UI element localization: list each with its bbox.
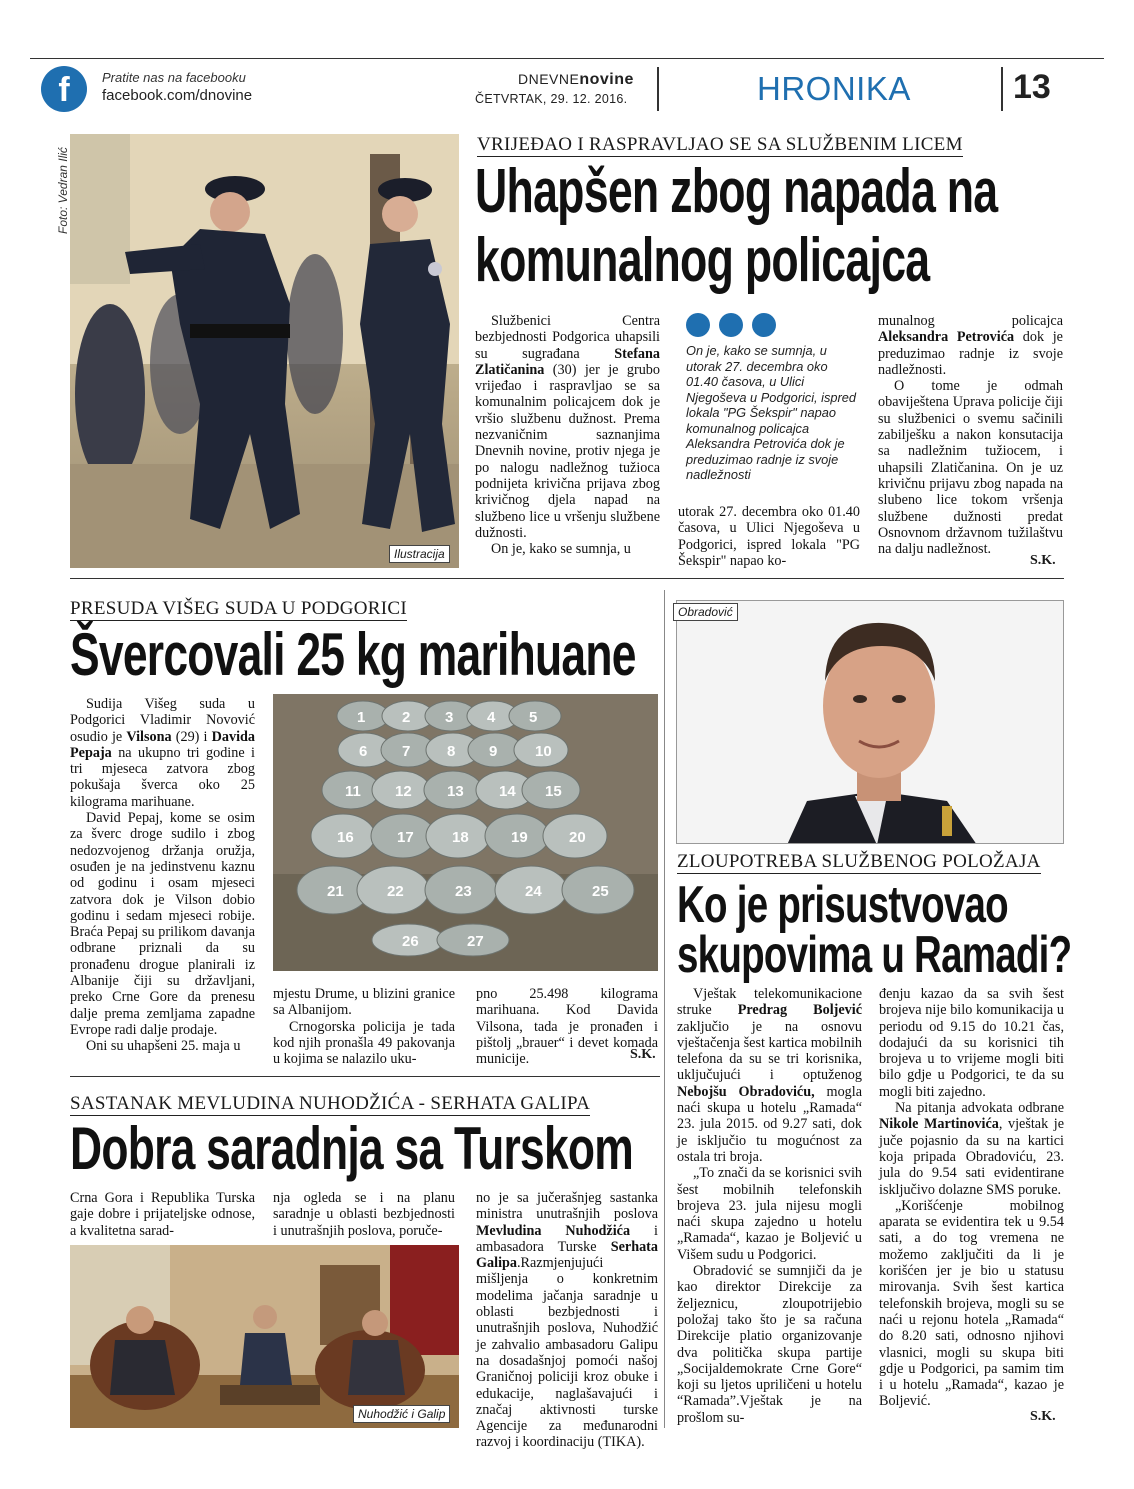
package-number: 1 — [357, 709, 366, 726]
package-number: 10 — [535, 743, 552, 760]
photo-credit: Foto: Vedran Ilić — [56, 147, 70, 234]
package-number: 13 — [447, 783, 464, 800]
package-number: 14 — [499, 783, 516, 800]
section-title: HRONIKA — [757, 70, 911, 107]
article1-col2: utorak 27. decembra oko 01.40 časova, u Ulici Njegoševa u Podgorici, ispred lokala "PG Šekspir" napao ko- — [678, 504, 860, 569]
package-number: 15 — [545, 783, 562, 800]
package-number: 16 — [337, 829, 354, 846]
article1-col3: munalnog policajca Aleksandra Petrovića dok je preduzimao radnje iz svoje nadležnosti. O tome je odmah obaviještena Uprava policije čiji su službenici o svemu sačinili zabilješku a nakon konsutacija sa nadležnim tužiocem, i uhapsili Zlatičanina. On je uz krivičnu prijavu zbog napada na slubeno lice tokom vršenja službene dužnosti predat Osnovnom državnom tužilaštvu na dalju nadležnost. — [878, 313, 1063, 558]
package-number: 4 — [487, 709, 496, 726]
separator — [70, 1076, 660, 1077]
photo-caption: Ilustracija — [389, 545, 450, 563]
packages-illustration — [273, 694, 658, 971]
article1-col1: Službenici Centra bezbjednosti Podgorica uhapsili su sugrađana Stefana Zlatičanina (30) jer je grubo vrijeđao i raspravljao se sa komunalnim policajcem dok je vršio službenu dužnost. Prema nezvaničnim saznanjima Dnevnih novine, protiv njega je po nalogu nadležnog tužioca podnijeta krivična prijava zbog krivičnog djela napad na službeno lice u vršenju službene dužnosti. On je, kako se sumnja, u — [475, 313, 660, 558]
article1-headline-line1: Uhapšen zbog napada na — [475, 157, 998, 226]
article1-pullquote: On je, kako se sumnja, u utorak 27. decembra oko 01.40 časova, u Ulici Njegoševa u Podgorici, ispred lokala "PG Šekspir" napao komunalnog policajca Aleksandra Petrovića dok je preduzimao radnje iz svoje nadležnosti — [686, 343, 857, 482]
package-number: 3 — [445, 709, 454, 726]
pullquote-dots — [686, 313, 776, 339]
package-number: 23 — [455, 883, 472, 900]
package-number: 22 — [387, 883, 404, 900]
article2-signature: S.K. — [630, 1047, 656, 1062]
package-number: 18 — [452, 829, 469, 846]
meeting-photo — [70, 1245, 459, 1428]
police-illustration — [70, 134, 459, 568]
article4-signature: S.K. — [1030, 1409, 1056, 1424]
article2-col3: pno 25.498 kilograma marihuana. Kod Davida Vilsona, tada je pronađen i pištolj „brauer“ i devet komada municije. — [476, 986, 658, 1068]
header-divider-2 — [1001, 67, 1003, 111]
article1-headline-line2: komunalnog policajca — [475, 226, 930, 295]
article2-col2: mjestu Drume, u blizini granice sa Albanijom. Crnogorska policija je tada kod njih pronašla 49 pakovanja u kojima se nalazilo uku- — [273, 986, 455, 1068]
package-number: 5 — [529, 709, 538, 726]
package-number: 26 — [402, 933, 419, 950]
facebook-invite: Pratite nas na facebooku — [102, 70, 246, 85]
package-number: 8 — [447, 743, 456, 760]
package-number: 24 — [525, 883, 542, 900]
article3-col3: no je sa jučerašnjeg sastanka ministra unutrašnjih poslova Mevludina Nuhodžića i ambasadora Turske Serhata Galipa.Razmjenjujući mišljenja o konkretnim modelima jačanja saradnje u oblasti bezbjednosti i unutrašnjih poslova, Nuhodžić je zahvalio ambasadoru Galipu na dosadašnjoj pomoći našoj Graničnoj policiji kroz obuke i edukacije, naglašavajući i značaj aktivnosti turske Agencije za međunarodni razvoj i koordinaciju (TIKA). — [476, 1190, 658, 1451]
package-number: 6 — [359, 743, 368, 760]
police-photo — [70, 134, 459, 568]
package-number: 2 — [402, 709, 411, 726]
package-number: 27 — [467, 933, 484, 950]
portrait-illustration — [677, 601, 1064, 844]
article2-headline: Švercovali 25 kg marihuane — [70, 621, 636, 688]
article3-col2: nja ogleda se i na planu saradnje u oblasti bezbjednosti i unutrašnjih poslova, poruče- — [273, 1190, 455, 1239]
facebook-url[interactable]: facebook.com/dnovine — [102, 87, 253, 104]
article3-headline: Dobra saradnja sa Turskom — [70, 1115, 634, 1182]
issue-date: ČETVRTAK, 29. 12. 2016. — [475, 92, 628, 106]
article1-kicker: VRIJEĐAO I RASPRAVLJAO SE SA SLUŽBENIM LICEM — [477, 134, 963, 155]
page-number: 13 — [1013, 68, 1051, 106]
article4-col2: đenju kazao da sa svih šest brojeva nije bilo komunikacija u periodu od 9.15 do 10.21 čas, dodajući da su korisnici tih brojeva u to vrijeme mogli biti bilo gdje u Podgorici, te da su mogli biti zajedno. Na pitanja advokata odbrane Nikole Martinovića, vještak je juče pojasnio da su na kartici koja pripada Obradoviću, 23. jula do 9.54 sati evidentirane isključivo dolazne SMS poruke. „Korišćenje mobilnog aparata se evidentira tek u 9.54 sati, a do tog vremena ne možemo zaključiti da li je korišćen jer je bio u statusu mirovanja. Svih šest kartica telefonskih brojeva, mogli su se naći u rejonu hotela „Ramada“ do 8.20 sati, odnosno njihovi vlasnici, mogli su skupa biti gdje u Podgorici, pa samim tim i u hotelu „Ramada“, kazao je Boljević. — [879, 986, 1064, 1410]
photo-caption: Nuhodžić i Galip — [353, 1405, 450, 1423]
package-number: 25 — [592, 883, 609, 900]
header-divider — [657, 67, 659, 111]
package-number: 11 — [345, 783, 361, 800]
package-number: 12 — [395, 783, 412, 800]
portrait-photo — [676, 600, 1064, 844]
article3-col1: Crna Gora i Republika Turska gaje dobre i prijateljske odnose, a kvalitetna sarad- — [70, 1190, 255, 1239]
article4-kicker: ZLOUPOTREBA SLUŽBENOG POLOŽAJA — [677, 851, 1041, 872]
article2-col1: Sudija Višeg suda u Podgorici Vladimir Novović osudio je Vilsona (29) i Davida Pepaja na ukupno tri godine i tri mjeseca zatvora zbog pokušaja šverca oko 25 kilograma marihuane. David Pepaj, kome se osim za šverc droge sudilo i zbog nedozvojenog držanja oružja, osuđen je na jedinstvenu kaznu od godinu i osam mjeseci zatvora dok je Vilson dobio godinu i sedam mjeseci robije. Braća Pepaj su prilikom davanja odbrane priznali da su pronađenu drogue planirali iz Albanije čiji su državljani, preko Crne Gore da prenesu dalje prema zemljama zapadne Evrope radi dalje prodaje. Oni su uhapšeni 25. maja u — [70, 696, 255, 1055]
meeting-illustration — [70, 1245, 459, 1428]
article4-col1: Vještak telekomunikacione struke Predrag Boljević zaključio je na osnovu vještačenja šest kartica mobilnih telefona da su se tri korisnika, uključujući i optuženog Nebojšu Obradoviću, mogla naći skupa u hotelu „Ramada“ 23. jula 2015. od 9.27 sati, dok je isključio tu mogućnost za ostala tri broja. „To znači da se korisnici svih šest mobilnih telefonskih brojeva 23. jula nijesu mogli naći skupa zajedno u hotelu „Ramada“, kazao je Boljević u Višem sudu u Podgorici. Obradović se sumnjiči da je kao direktor Direkcije za željeznicu, zloupotrijebio položaj tako što je sa računa Direkcije platio organizovanje dva politička skupa partije „Socijaldemokrate Crne Gore“ koji su ljetos upriličeni u hotelu “Ramada”.Vještak je na prošlom su- — [677, 986, 863, 1426]
package-number: 19 — [511, 829, 528, 846]
article4-headline-line2: skupovima u Ramadi? — [677, 926, 1072, 984]
article3-kicker: SASTANAK MEVLUDINA NUHODŽIĆA - SERHATA GALIPA — [70, 1093, 591, 1114]
package-number: 9 — [489, 743, 498, 760]
facebook-icon[interactable]: f — [41, 66, 87, 112]
package-number: 7 — [402, 743, 411, 760]
separator — [70, 578, 1064, 579]
brand-logo: DNEVNEnovine — [518, 71, 634, 88]
column-divider — [664, 590, 665, 1428]
package-number: 21 — [327, 883, 344, 900]
article1-signature: S.K. — [1030, 553, 1056, 568]
photo-caption: Obradović — [673, 603, 738, 621]
package-number: 20 — [569, 829, 586, 846]
article4-headline-line1: Ko je prisustvovao — [677, 876, 1008, 934]
article2-kicker: PRESUDA VIŠEG SUDA U PODGORICI — [70, 598, 407, 619]
marijuana-photo — [273, 694, 658, 971]
header-top-rule — [30, 58, 1104, 59]
package-number: 17 — [397, 829, 414, 846]
